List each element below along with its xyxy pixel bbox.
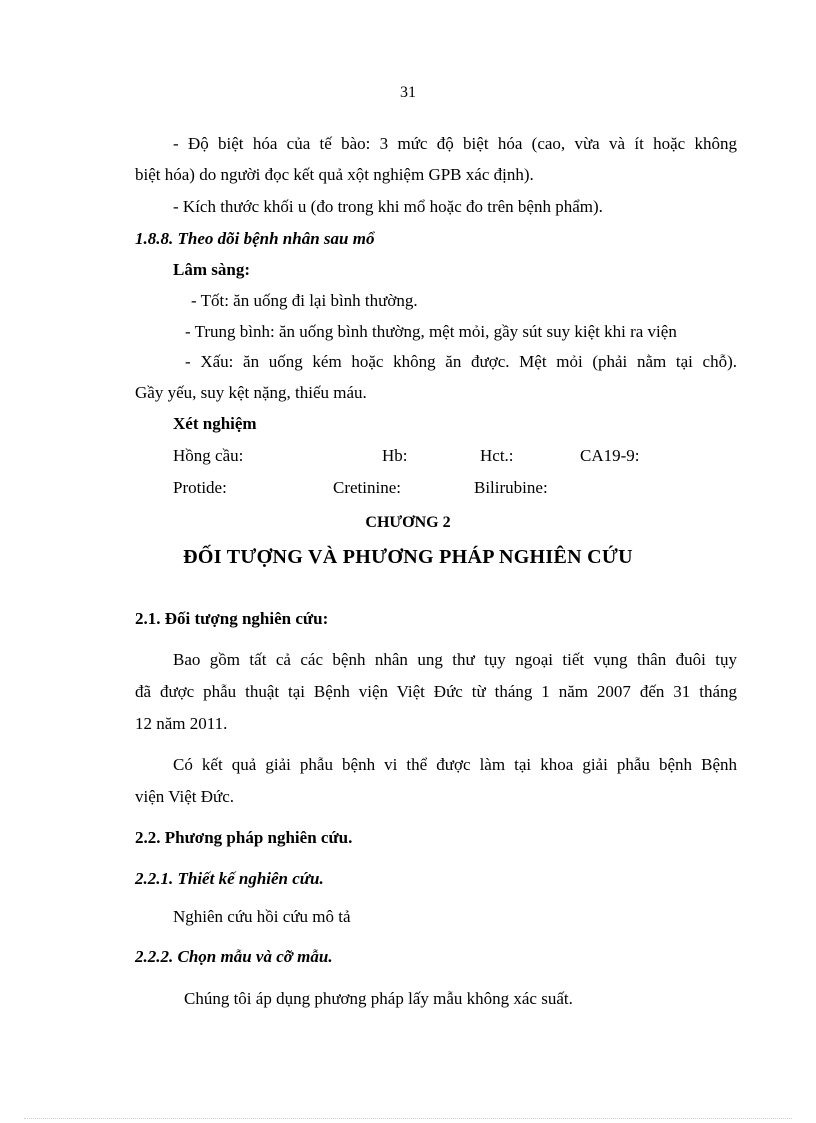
lab-label: Cretinine: [333, 478, 401, 497]
paragraph-line: Nghiên cứu hồi cứu mô tả [173, 907, 351, 926]
lab-label: Hb: [382, 446, 408, 465]
chapter-title: ĐỐI TƯỢNG VÀ PHƯƠNG PHÁP NGHIÊN CỨU [183, 546, 633, 568]
page-number: 31 [400, 84, 416, 101]
page-bottom-divider [24, 1118, 792, 1119]
subheading-lam-sang: Lâm sàng: [173, 260, 250, 279]
paragraph-line: Gầy yếu, suy kệt nặng, thiếu máu. [135, 383, 367, 402]
list-item: - Tốt: ăn uống đi lại bình thường. [191, 291, 418, 310]
paragraph-line: Chúng tôi áp dụng phương pháp lấy mẫu không xác suất. [184, 989, 573, 1008]
paragraph-line: viện Việt Đức. [135, 787, 234, 806]
list-item: - Xấu: ăn uống kém hoặc không ăn được. Mệt mỏi (phải nằm tại chỗ). [185, 352, 737, 371]
paragraph-line: Có kết quả giải phẫu bệnh vi thể được làm tại khoa giải phẫu bệnh Bệnh [173, 755, 737, 774]
section-heading-2-2: 2.2. Phương pháp nghiên cứu. [135, 828, 353, 847]
paragraph-line: - Kích thước khối u (đo trong khi mổ hoặc đo trên bệnh phẩm). [173, 197, 603, 216]
lab-label: CA19-9: [580, 446, 640, 465]
lab-label: Bilirubine: [474, 478, 548, 497]
paragraph-line: - Độ biệt hóa của tế bào: 3 mức độ biệt hóa (cao, vừa và ít hoặc không [173, 134, 737, 153]
list-item: - Trung bình: ăn uống bình thường, mệt mỏi, gầy sút suy kiệt khi ra viện [185, 322, 677, 341]
section-heading-2-2-2: 2.2.2. Chọn mẫu và cỡ mẫu. [135, 947, 333, 966]
lab-label: Hct.: [480, 446, 514, 465]
section-heading-2-2-1: 2.2.1. Thiết kế nghiên cứu. [135, 869, 324, 888]
paragraph-line: đã được phẫu thuật tại Bệnh viện Việt Đức từ tháng 1 năm 2007 đến 31 tháng [135, 682, 737, 701]
chapter-label: CHƯƠNG 2 [365, 514, 451, 531]
section-heading-2-1: 2.1. Đối tượng nghiên cứu: [135, 609, 329, 628]
lab-label: Hồng cầu: [173, 446, 244, 465]
subheading-xet-nghiem: Xét nghiệm [173, 414, 257, 433]
lab-label: Protide: [173, 478, 227, 497]
paragraph-line: Bao gồm tất cả các bệnh nhân ung thư tụy ngoại tiết vụng thân đuôi tụy [173, 650, 737, 669]
section-heading-1-8-8: 1.8.8. Theo dõi bệnh nhân sau mổ [135, 229, 375, 248]
paragraph-line: biệt hóa) do người đọc kết quả xột nghiệm GPB xác định). [135, 165, 534, 184]
paragraph-line: 12 năm 2011. [135, 714, 228, 733]
